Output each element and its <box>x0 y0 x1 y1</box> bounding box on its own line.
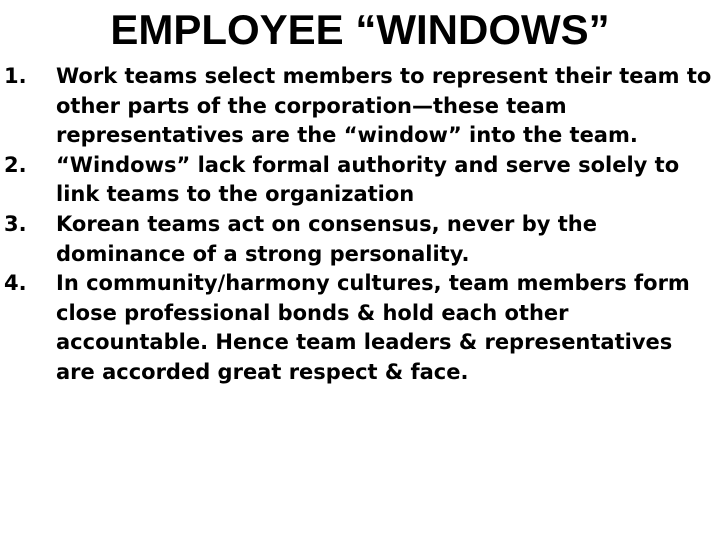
list-item-text: “Windows” lack formal authority and serve solely to link teams to the organization <box>56 152 680 207</box>
list-item-text: In community/harmony cultures, team members form close professional bonds & hold each other accountable. Hence team leaders & representatives are accorded great respect & face. <box>56 271 690 384</box>
list-item-4 <box>4 269 716 387</box>
list-item-number: 1. <box>4 64 27 88</box>
list-item-number: 4. <box>4 271 27 296</box>
list-item-3 <box>4 210 716 269</box>
list-item-text: Work teams select members to represent their team to other parts of the corporation—these team representatives are the “window” into the team. <box>56 64 712 148</box>
numbered-list <box>4 62 716 388</box>
list-item-number: 2. <box>4 152 27 177</box>
list-item-1 <box>4 62 716 151</box>
list-item-text: Korean teams act on consensus, never by the dominance of a strong personality. <box>56 211 597 266</box>
list-item-2 <box>4 151 716 210</box>
list-item-number: 3. <box>4 211 27 236</box>
slide-title: EMPLOYEE “WINDOWS” <box>110 6 610 53</box>
